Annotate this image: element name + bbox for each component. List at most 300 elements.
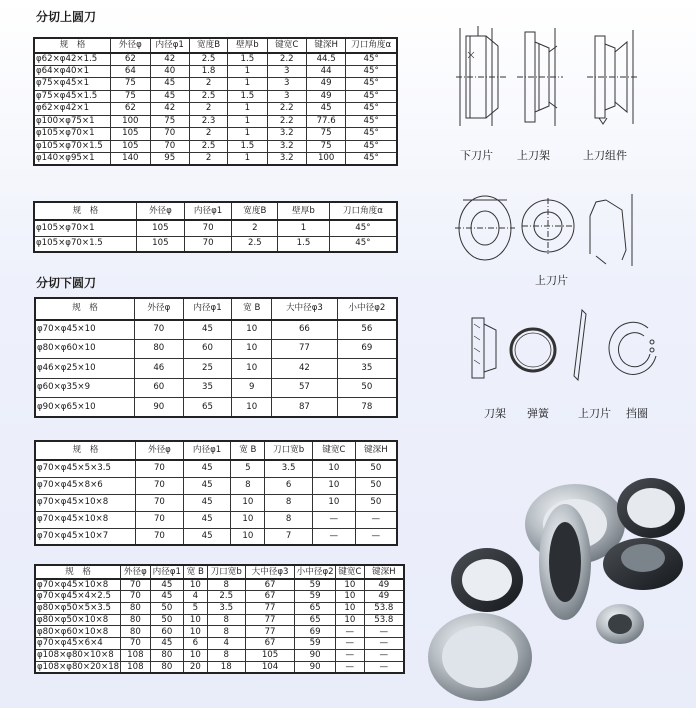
column-header: 键宽C — [336, 565, 365, 579]
table-cell: 3.2 — [267, 153, 306, 166]
column-header: 内径φ1 — [150, 565, 184, 579]
table-cell: 50 — [337, 378, 397, 398]
table-cell: 45° — [346, 140, 397, 153]
table-cell: 69 — [337, 339, 397, 359]
table-cell: φ100×φ75×1 — [34, 115, 111, 128]
table-cell: 64 — [111, 65, 150, 78]
upper-blade-front-drawing — [520, 196, 576, 256]
table-cell: 8 — [207, 579, 245, 591]
table-cell: 66 — [272, 320, 338, 340]
column-header: 规 格 — [35, 565, 121, 579]
column-header: 键宽C — [267, 38, 306, 53]
column-header: 键深H — [306, 38, 345, 53]
table-cell: 1 — [228, 128, 267, 141]
table-cell: 6 — [265, 477, 313, 494]
table-cell: φ62×φ42×1.5 — [34, 53, 111, 66]
table-cell: 8 — [265, 511, 313, 528]
table-cell: 10 — [336, 591, 365, 603]
table-cell: 8 — [207, 614, 245, 626]
column-header: 键深H — [364, 565, 404, 579]
table-cell: φ108×φ80×20×18 — [37, 661, 120, 672]
table-cell: φ70×φ45×6×4 — [35, 638, 121, 650]
table-cell: — — [355, 528, 397, 545]
table-cell: 8 — [207, 626, 245, 638]
table-cell: φ75×φ45×1.5 — [34, 90, 111, 103]
table-cell: 10 — [231, 494, 265, 511]
table-cell: 2.2 — [267, 115, 306, 128]
table-cell: 1 — [228, 65, 267, 78]
holder-dark — [603, 538, 683, 590]
table-row — [35, 398, 397, 418]
table-cell: 42 — [272, 359, 338, 379]
table-cell: — — [336, 650, 365, 662]
upper-assembly-label: 上刀组件 — [583, 149, 627, 162]
table-cell: — — [355, 511, 397, 528]
table-cell: 49 — [364, 579, 404, 591]
column-header: 外径φ — [111, 38, 150, 53]
table-cell: 67 — [245, 638, 294, 650]
table-cell: 70 — [150, 140, 189, 153]
table-cell: 45 — [183, 528, 231, 545]
table-cell: φ70×φ45×10×8 — [35, 511, 136, 528]
table-cell: 35 — [337, 359, 397, 379]
table-cell: 7 — [265, 528, 313, 545]
holder-label: 刀架 — [484, 407, 506, 420]
table-row — [34, 115, 397, 128]
table-cell: 62 — [111, 53, 150, 66]
table-cell: 70 — [136, 494, 184, 511]
table-row — [34, 90, 397, 103]
table-cell: 10 — [232, 320, 272, 340]
table-cell: 1.5 — [278, 236, 330, 252]
table-cell: 108 — [121, 661, 150, 673]
table-cell: 45 — [150, 579, 184, 591]
column-header: 内径φ1 — [183, 441, 231, 460]
table-cell: 77.6 — [306, 115, 345, 128]
table-cell: 44 — [306, 65, 345, 78]
lower-blade-table — [34, 297, 398, 418]
table-row — [35, 359, 397, 379]
table-cell: 1 — [228, 78, 267, 91]
table-row — [35, 477, 397, 494]
table-cell: 77 — [245, 602, 294, 614]
table-cell: 60 — [183, 339, 232, 359]
table-cell: 65 — [183, 398, 232, 418]
table-cell: 90 — [295, 650, 336, 662]
table-cell: 50 — [355, 460, 397, 477]
table-cell: 70 — [136, 528, 184, 545]
column-header: 宽 B — [184, 565, 207, 579]
table-cell: 105 — [245, 650, 294, 662]
table-cell: 69 — [295, 626, 336, 638]
table-cell: 3.5 — [207, 602, 245, 614]
table-cell: 70 — [136, 460, 184, 477]
ring-dark-left — [451, 548, 523, 612]
table-cell: 42 — [150, 53, 189, 66]
table-row — [34, 153, 397, 166]
spring-label: 弹簧 — [527, 407, 549, 420]
table-row — [35, 661, 404, 673]
table-cell: 75 — [306, 140, 345, 153]
table-cell: — — [336, 626, 365, 638]
table-cell: φ75×φ45×1 — [34, 78, 111, 91]
table-cell: φ70×φ45×5×3.5 — [35, 460, 136, 477]
table-cell: — — [336, 661, 365, 673]
table-cell: 3 — [267, 78, 306, 91]
table-cell: 70 — [134, 320, 183, 340]
upper-blade-section-drawing — [582, 190, 642, 270]
table-cell: 2 — [232, 220, 278, 236]
table-cell: 4 — [207, 638, 245, 650]
table-cell: 45 — [183, 494, 231, 511]
table-cell: 104 — [245, 661, 294, 673]
table-cell: — — [364, 650, 404, 662]
upper-blade-holder-drawing — [515, 22, 565, 132]
table-cell: 90 — [295, 661, 336, 673]
table-row — [35, 579, 404, 591]
table-cell: 10 — [184, 650, 207, 662]
table-row — [35, 460, 397, 477]
table-cell: 45 — [150, 78, 189, 91]
table-cell: φ80×φ50×10×8 — [35, 614, 121, 626]
column-header: 刀口角度α — [346, 38, 397, 53]
table-cell: — — [312, 511, 355, 528]
table-cell: 50 — [150, 602, 184, 614]
column-header: 刀口角度α — [329, 202, 397, 220]
table-cell: φ80×φ60×10×8 — [35, 626, 121, 638]
table-row — [34, 128, 397, 141]
table-cell: 45 — [306, 103, 345, 116]
table-cell: 77 — [272, 339, 338, 359]
upper-blade-assembly-drawing — [585, 22, 641, 132]
table-cell: 50 — [355, 477, 397, 494]
table-cell: 9 — [232, 378, 272, 398]
table-cell: φ80×φ60×10 — [35, 339, 134, 359]
table-cell: 80 — [150, 661, 184, 673]
table-row — [35, 650, 404, 662]
column-header: 规 格 — [34, 202, 137, 220]
column-header: 外径φ — [136, 441, 184, 460]
table-cell: 95 — [150, 153, 189, 166]
column-header: 内径φ1 — [184, 202, 232, 220]
table-cell: 67 — [245, 591, 294, 603]
table-row — [34, 65, 397, 78]
upper-blade-label: 上刀片 — [535, 274, 568, 287]
table-cell: 1.5 — [228, 140, 267, 153]
table-cell: 90 — [134, 398, 183, 418]
lower-blade-drawing — [452, 22, 510, 132]
upper-blade-side-drawing — [455, 190, 515, 268]
table-cell: 2 — [189, 153, 227, 166]
table-cell: φ70×φ45×10×8 — [35, 494, 136, 511]
table-cell: — — [364, 661, 404, 673]
table-cell: 2.5 — [232, 236, 278, 252]
table-cell: φ108×φ80×10×8 — [35, 650, 121, 662]
table-cell: φ80×φ50×5×3.5 — [35, 602, 121, 614]
table-cell: 3.2 — [267, 140, 306, 153]
table-cell: 75 — [306, 128, 345, 141]
table-cell: 105 — [111, 128, 150, 141]
table-cell: 10 — [336, 579, 365, 591]
table-cell: 45 — [183, 460, 231, 477]
table-row — [34, 140, 397, 153]
table-row — [35, 528, 397, 545]
table-cell: φ90×φ65×10 — [35, 398, 134, 418]
table-cell: 3 — [267, 65, 306, 78]
table-cell: 70 — [121, 638, 150, 650]
table-cell: 2.3 — [189, 115, 227, 128]
holder-drawing — [466, 310, 506, 386]
table-cell: 2.5 — [189, 140, 227, 153]
table-cell: 80 — [121, 614, 150, 626]
column-header: 外径φ — [121, 565, 150, 579]
table-row — [34, 236, 397, 252]
table-cell: 105 — [137, 236, 185, 252]
column-header: 大中径φ3 — [272, 298, 338, 320]
table-cell: 50 — [355, 494, 397, 511]
table-cell: 2.5 — [189, 90, 227, 103]
table-cell: φ70×φ45×8×6 — [35, 477, 136, 494]
lower-blade-label: 下刀片 — [460, 149, 493, 162]
table-cell: 45° — [346, 115, 397, 128]
table-row — [35, 339, 397, 359]
table-cell: 45 — [183, 511, 231, 528]
table-cell: 35 — [183, 378, 232, 398]
table-row — [35, 378, 397, 398]
table-cell: 45° — [329, 220, 397, 236]
table-cell: — — [312, 528, 355, 545]
column-header: 宽度B — [232, 202, 278, 220]
table-cell: 10 — [184, 614, 207, 626]
column-header: 键宽C — [312, 441, 355, 460]
column-header: 键深H — [355, 441, 397, 460]
lower-blade-table-2 — [34, 440, 398, 546]
table-cell: 10 — [336, 614, 365, 626]
table-cell: — — [364, 626, 404, 638]
table-cell: 2 — [189, 103, 227, 116]
table-row — [35, 602, 404, 614]
table-cell: 56 — [337, 320, 397, 340]
table-cell: 77 — [245, 614, 294, 626]
table-cell: 10 — [231, 511, 265, 528]
column-header: 宽 B — [231, 441, 265, 460]
table-cell: 80 — [134, 339, 183, 359]
table-cell: — — [336, 638, 365, 650]
table-cell: 1.5 — [228, 90, 267, 103]
table-cell: 75 — [111, 90, 150, 103]
table-cell: 53.8 — [364, 614, 404, 626]
table-cell: 75 — [150, 115, 189, 128]
table-cell: 77 — [245, 626, 294, 638]
table-cell: 2.5 — [189, 53, 227, 66]
table-cell: 59 — [295, 579, 336, 591]
table-row — [34, 53, 397, 66]
table-cell: 2 — [189, 128, 227, 141]
table-row — [35, 494, 397, 511]
bearing — [596, 604, 644, 644]
table-cell: 59 — [295, 591, 336, 603]
ring-large-front — [428, 613, 532, 701]
column-header: 壁厚b — [228, 38, 267, 53]
table-row — [35, 591, 404, 603]
table-cell: 45° — [346, 153, 397, 166]
table-cell: 65 — [295, 602, 336, 614]
column-header: 外径φ — [137, 202, 185, 220]
column-header: 大中径φ3 — [245, 565, 294, 579]
table-cell: 45° — [346, 53, 397, 66]
table-cell: 10 — [184, 626, 207, 638]
table-cell: 45° — [346, 103, 397, 116]
blade-label: 上刀片 — [578, 407, 611, 420]
column-header: 刀口宽b — [265, 441, 313, 460]
blade-thin-drawing — [570, 306, 592, 386]
table-cell: 45 — [150, 638, 184, 650]
table-cell: 5 — [231, 460, 265, 477]
table-cell: 25 — [183, 359, 232, 379]
column-header: 壁厚b — [278, 202, 330, 220]
table-cell: 10 — [232, 359, 272, 379]
table-cell: 2.2 — [267, 103, 306, 116]
table-cell: 10 — [312, 494, 355, 511]
spring-drawing — [508, 326, 558, 374]
column-header: 刀口宽b — [207, 565, 245, 579]
table-cell: 46 — [134, 359, 183, 379]
table-cell: φ62×φ42×1 — [34, 103, 111, 116]
table-cell: 70 — [184, 220, 232, 236]
retaining-ring-drawing — [608, 320, 662, 378]
table-cell: 10 — [312, 460, 355, 477]
table-cell: 78 — [337, 398, 397, 418]
column-header: 内径φ1 — [150, 38, 189, 53]
table-cell: 100 — [111, 115, 150, 128]
upper-blade-table — [33, 37, 398, 166]
table-cell: 45° — [346, 90, 397, 103]
table-cell: 75 — [111, 78, 150, 91]
table-cell: φ70×φ45×10 — [35, 320, 134, 340]
table-cell: 70 — [121, 591, 150, 603]
table-cell: 45° — [346, 78, 397, 91]
upper-holder-label: 上刀架 — [517, 149, 550, 162]
table-row — [34, 78, 397, 91]
table-cell: 50 — [150, 614, 184, 626]
table-cell: 1.5 — [228, 53, 267, 66]
column-header: 外径φ — [134, 298, 183, 320]
table-cell: 45° — [329, 236, 397, 252]
table-row — [34, 103, 397, 116]
table-cell: 45° — [346, 128, 397, 141]
table-cell: φ46×φ25×10 — [35, 359, 134, 379]
table-cell: 45 — [183, 477, 231, 494]
table-cell: 42 — [150, 103, 189, 116]
table-cell: 44.5 — [306, 53, 345, 66]
table-cell: 10 — [184, 579, 207, 591]
table-cell: 1 — [228, 153, 267, 166]
column-header: 内径φ1 — [183, 298, 232, 320]
ring-label: 挡圈 — [626, 407, 648, 420]
table-row — [35, 320, 397, 340]
table-cell: 70 — [136, 511, 184, 528]
table-cell: 3.2 — [267, 128, 306, 141]
table-cell: φ105×φ70×1 — [34, 128, 111, 141]
table-cell: 10 — [336, 602, 365, 614]
table-cell: 10 — [231, 528, 265, 545]
section-title-lower: 分切下圆刀 — [36, 276, 97, 290]
table-cell: 45 — [150, 591, 184, 603]
table-cell: 70 — [150, 128, 189, 141]
table-cell: φ140×φ95×1 — [34, 153, 111, 166]
table-cell: 3.5 — [265, 460, 313, 477]
table-cell: 2 — [189, 78, 227, 91]
table-cell: 80 — [150, 650, 184, 662]
ring-right — [617, 478, 685, 538]
table-cell: 80 — [121, 602, 150, 614]
table-cell: φ105×φ70×1.5 — [34, 236, 137, 252]
table-cell: 10 — [232, 339, 272, 359]
column-header: 宽度B — [189, 38, 227, 53]
table-cell: 140 — [111, 153, 150, 166]
section-title-upper: 分切上圆刀 — [36, 10, 97, 24]
table-cell: 108 — [121, 650, 150, 662]
table-cell: 20 — [184, 661, 207, 673]
table-cell: 45° — [346, 65, 397, 78]
column-header: 规 格 — [35, 441, 136, 460]
table-cell: 62 — [111, 103, 150, 116]
table-cell: 70 — [121, 579, 150, 591]
table-cell: 1 — [228, 103, 267, 116]
table-cell: 8 — [231, 477, 265, 494]
table-cell: 3 — [267, 90, 306, 103]
table-row — [35, 626, 404, 638]
table-cell: φ70×φ45×10×7 — [35, 528, 136, 545]
table-cell: 45 — [183, 320, 232, 340]
table-cell: 65 — [295, 614, 336, 626]
table-cell: 60 — [134, 378, 183, 398]
table-cell: 49 — [306, 78, 345, 91]
table-cell: 87 — [272, 398, 338, 418]
table-cell: φ70×φ45×10×8 — [35, 579, 121, 591]
table-cell: 105 — [137, 220, 185, 236]
column-header: 小中径φ2 — [295, 565, 336, 579]
table-cell: 100 — [306, 153, 345, 166]
table-cell: 49 — [306, 90, 345, 103]
table-cell: 105 — [111, 140, 150, 153]
table-cell: 49 — [364, 591, 404, 603]
table-row — [34, 220, 397, 236]
table-cell: 60 — [150, 626, 184, 638]
table-cell: φ64×φ40×1 — [34, 65, 111, 78]
table-cell: 57 — [272, 378, 338, 398]
column-header: 规 格 — [35, 298, 134, 320]
table-cell: 53.8 — [364, 602, 404, 614]
table-cell: 70 — [136, 477, 184, 494]
table-cell: 59 — [295, 638, 336, 650]
table-cell: 6 — [184, 638, 207, 650]
column-header: 规 格 — [34, 38, 111, 53]
table-cell: φ105×φ70×1.5 — [34, 140, 111, 153]
upper-blade-table-2 — [33, 201, 398, 253]
table-cell: 40 — [150, 65, 189, 78]
table-cell: φ105×φ70×1 — [34, 220, 137, 236]
table-cell: 10 — [312, 477, 355, 494]
table-row — [35, 511, 397, 528]
column-header: 小中径φ2 — [337, 298, 397, 320]
table-cell: — — [364, 638, 404, 650]
table-cell: 70 — [184, 236, 232, 252]
table-cell: 4 — [184, 591, 207, 603]
column-header: 宽 B — [232, 298, 272, 320]
table-cell: 2.2 — [267, 53, 306, 66]
blade-tilted — [539, 504, 591, 620]
